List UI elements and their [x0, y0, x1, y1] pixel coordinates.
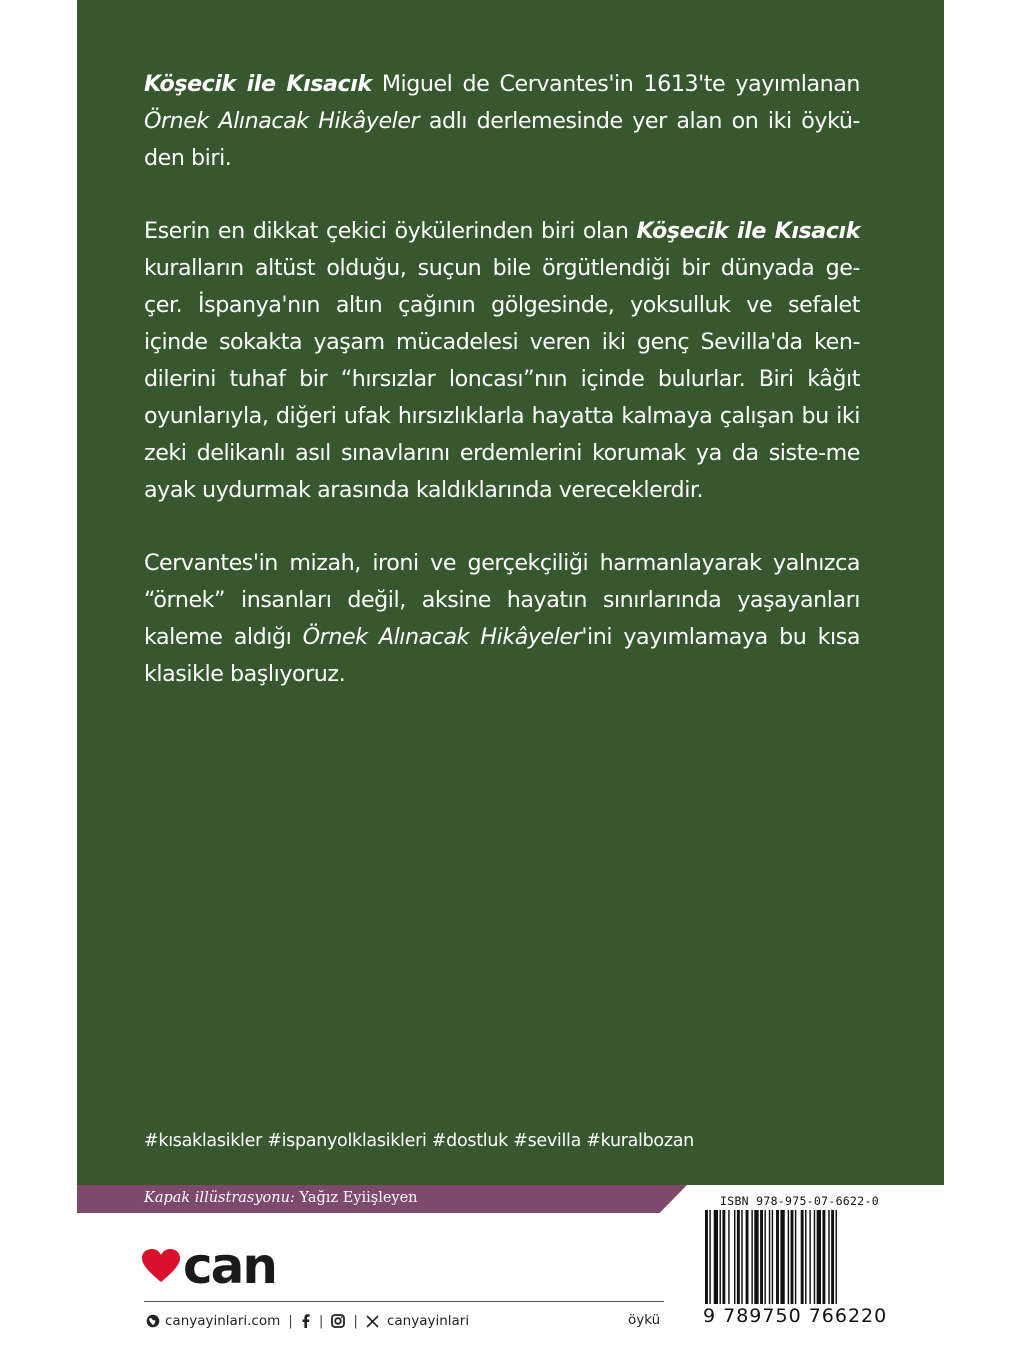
globe-icon [146, 1314, 160, 1328]
book-title: Köşecik ile Kısacık [144, 71, 372, 97]
barcode-bar [737, 1210, 740, 1304]
separator: | [288, 1313, 293, 1329]
barcode-bar [714, 1210, 718, 1304]
heart-icon [141, 1248, 181, 1284]
credit-label: Kapak illüstrasyonu: [144, 1190, 295, 1206]
barcode-bar [705, 1210, 708, 1304]
publisher-social-links [146, 1311, 469, 1331]
barcode-bar [831, 1210, 834, 1304]
separator: | [318, 1313, 324, 1329]
barcode-bar [791, 1210, 794, 1304]
barcode-bar [769, 1210, 770, 1304]
barcode [703, 1210, 893, 1310]
separator: | [353, 1313, 358, 1329]
book-title: Köşecik ile Kısacık [636, 218, 860, 244]
barcode-bar [809, 1210, 810, 1304]
barcode-digits: 9 789750 766220 [703, 1305, 888, 1327]
blurb-text-span: Miguel de Cervantes'in 1613'te yayımlanan [371, 71, 860, 97]
instagram-icon[interactable] [331, 1314, 345, 1328]
barcode-bar [751, 1210, 752, 1304]
blurb-text-span: adlı derlemesinde yer alan on iki öykü-den biri. [144, 108, 860, 171]
social-handle[interactable]: canyayinlari [386, 1313, 470, 1329]
blurb-text [144, 66, 860, 729]
barcode-bar [764, 1210, 765, 1304]
barcode-bar [720, 1210, 721, 1304]
genre-label: öykü [628, 1312, 661, 1328]
barcode-bar [788, 1210, 789, 1304]
barcode-bar [709, 1210, 710, 1304]
isbn-label: ISBN 978-975-07-6622-0 [720, 1194, 879, 1208]
blurb-text-span: Eserin en dikkat çekici öykülerinden biri olan [144, 218, 637, 244]
blurb-paragraph-3 [144, 545, 860, 693]
barcode-bar [828, 1210, 829, 1304]
barcode-bar [780, 1210, 784, 1304]
blurb-text-span: kuralların altüst olduğu, suçun bile örgütlendiği bir dünyada ge-çer. İspanya'nın altın çağının gölgesinde, yoksulluk ve sefalet içinde sokakta yaşam mücadelesi veren iki genç Sevilla'da ken-dilerini tuhaf bir “hırsızlar loncası”nın içinde bulurlar. Biri kâğıt oyunlarıyla, diğeri ufak hırsızlıklarla hayatta kalmaya çalışan bu iki zeki delikanlı asıl sınavlarını erdemlerini korumak ya da siste-me ayak uydurmak arasında kaldıklarında vereceklerdir. [144, 255, 860, 503]
barcode-bar [795, 1210, 796, 1304]
barcode-bar [822, 1210, 825, 1304]
collection-title: Örnek Alınacak Hikâyeler [302, 624, 582, 650]
barcode-bar [817, 1210, 821, 1304]
barcode-bar [734, 1210, 735, 1304]
barcode-bar [814, 1210, 815, 1304]
blurb-text-span: Cervantes'in mizah, ironi ve gerçekçiliği harmanlayarak yalnızca “örnek” insanları değil, aksine hayatın sınırlarında yaşayanları kaleme aldığı [144, 550, 860, 650]
barcode-bar [741, 1210, 742, 1304]
facebook-icon[interactable] [301, 1314, 311, 1328]
barcode-bar [805, 1210, 806, 1304]
barcode-bar [836, 1210, 837, 1304]
barcode-bar [728, 1210, 729, 1304]
collection-title: Örnek Alınacak Hikâyeler [144, 108, 420, 134]
barcode-bar [746, 1210, 749, 1304]
credit-name: Yağız Eyiişleyen [294, 1190, 418, 1206]
illustration-credit [144, 1190, 418, 1206]
barcode-bar [760, 1210, 763, 1304]
barcode-bar [772, 1210, 773, 1304]
barcode-bar [776, 1210, 779, 1304]
footer-divider [144, 1301, 664, 1302]
blurb-paragraph-2 [144, 213, 860, 509]
hashtags: #kısaklasikler #ispanyolklasikleri #dostluk #sevilla #kuralbozan [144, 1131, 694, 1151]
barcode-bar [722, 1210, 725, 1304]
publisher-logo [141, 1237, 276, 1295]
logo-wordmark: can [183, 1237, 276, 1295]
x-icon[interactable] [366, 1315, 379, 1328]
blurb-text-span: 'ini yayımlamaya bu kısa klasikle başlıyoruz. [144, 624, 861, 687]
barcode-bar [801, 1210, 804, 1304]
blurb-paragraph-1 [144, 66, 860, 177]
barcode-bar [754, 1210, 758, 1304]
website-link[interactable]: canyayinlari.com [165, 1313, 281, 1329]
